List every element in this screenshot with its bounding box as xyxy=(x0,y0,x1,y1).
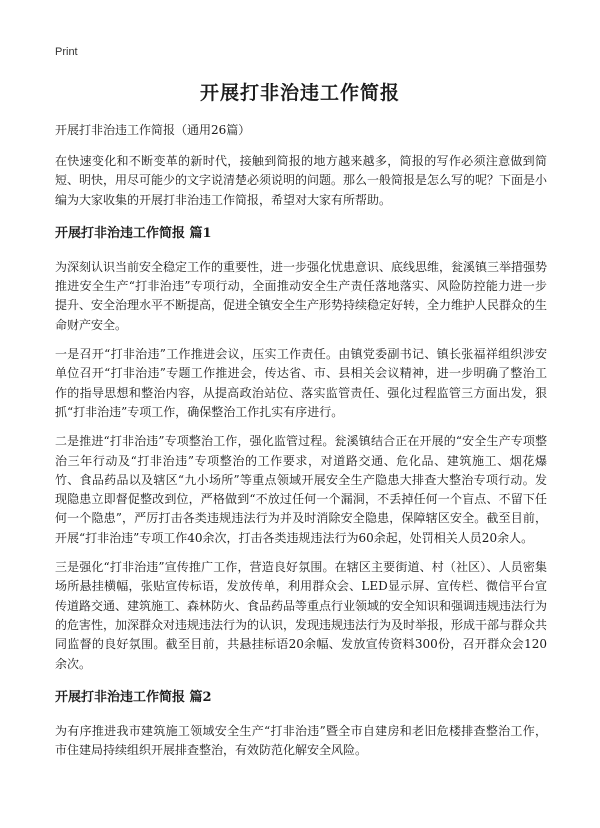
section-heading: 开展打非治违工作简报 篇2 xyxy=(55,689,212,705)
section-paragraph: 为有序推进我市建筑施工领域安全生产“打非治违”暨全市自建房和老旧危楼排查整治工作，市住建局持续组织开展排查整治，有效防范化解安全风险。 xyxy=(55,723,547,758)
intro-paragraph: 在快速变化和不断变革的新时代，接触到简报的地方越来越多，简报的写作必须注意做到简短、明快，用尽可能少的文字说清楚必须说明的问题。那么一般简报是怎么写的呢？下面是小编为大家收集的开展打非治违工作简报，希望对大家有所帮助。 xyxy=(55,154,548,207)
print-link[interactable]: Print xyxy=(55,46,78,58)
section-heading: 开展打非治违工作简报 篇1 xyxy=(55,225,212,241)
article-body xyxy=(55,120,547,770)
page-title: 开展打非治违工作简报 xyxy=(199,82,400,104)
section-paragraph: 为深刻认识当前安全稳定工作的重要性，进一步强化忧患意识、底线思维，瓮溪镇三举措强势推进安全生产“打非治违”专项行动，全面推动安全生产责任落地落实、风险防控能力进一步提升、安全治理水平不断提高，促进全镇安全生产形势持续稳定好转，全力维护人民群众的生命财产安全。 xyxy=(55,259,548,332)
section-paragraph: 三是强化“打非治违”宣传推广工作，营造良好氛围。在辖区主要街道、村（社区）、人员密集场所悬挂横幅，张贴宣传标语，发放传单，利用群众会、LED显示屏、宣传栏、微信平台宣传道路交通、建筑施工、森林防火、食品药品等重点行业领域的安全知识和强调违规违法行为的危害性，加深群众对违规违法行为的认识，发现违规违法行为及时举报，形成干部与群众共同监督的良好氛围。截至目前，共悬挂标语20余幅、发放宣传资料300份，召开群众会120余次。 xyxy=(55,560,548,671)
article-subtitle: 开展打非治违工作简报（通用26篇） xyxy=(55,123,251,137)
section-paragraph: 二是推进“打非治违”专项整治工作，强化监管过程。瓮溪镇结合正在开展的“安全生产专项整治三年行动及“打非治违”专项整治的工作要求，对道路交通、危化品、建筑施工、烟花爆竹、食品药品以及辖区“九小场所”等重点领域开展安全生产隐患大排查大整治专项行动。发现隐患立即督促整改到位，严格做到“不放过任何一个漏洞，不丢掉任何一个盲点、不留下任何一个隐患”，严厉打击各类违规违法行为并及时消除安全隐患，保障辖区安全。截至目前，开展“打非治违”专项工作40余次，打击各类违规违法行为60余起，处罚相关人员20余人。 xyxy=(55,434,547,545)
section-paragraph: 一是召开“打非治违”工作推进会议，压实工作责任。由镇党委副书记、镇长张福祥组织涉安单位召开“打非治违”专题工作推进会，传达省、市、县相关会议精神，进一步明确了整治工作的指导思想和整治内容，从提高政治站位、落实监管责任、强化过程监管三方面出发，狠抓“打非治违”专项工作，确保整治工作扎实有序进行。 xyxy=(55,347,547,419)
